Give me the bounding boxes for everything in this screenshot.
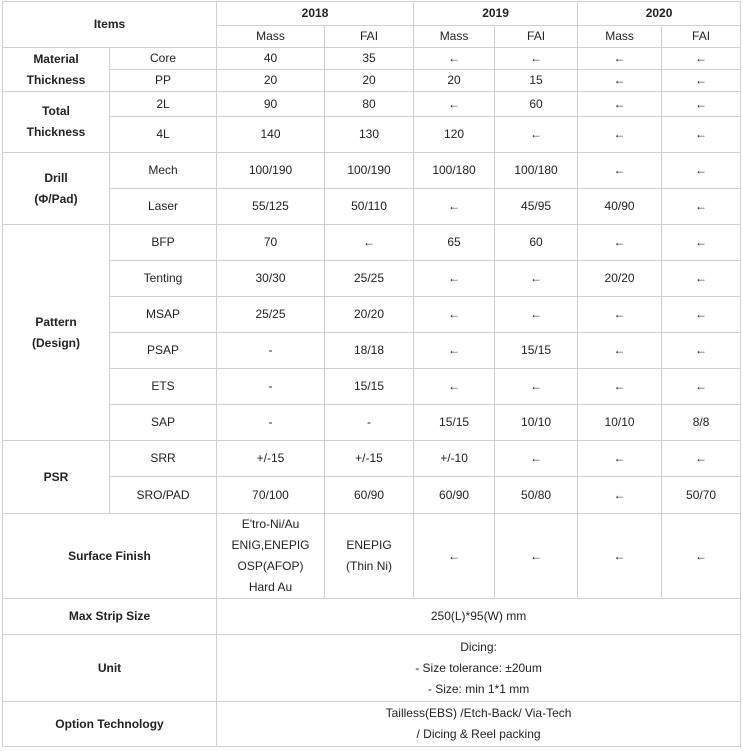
cell: 20 xyxy=(414,70,495,92)
group-option-technology: Option Technology xyxy=(3,702,217,747)
cell: 55/125 xyxy=(217,189,325,225)
cell: 100/190 xyxy=(217,153,325,189)
table-row xyxy=(3,599,741,635)
cell: ← xyxy=(578,297,662,333)
cell: 10/10 xyxy=(495,405,578,441)
cell: ← xyxy=(414,297,495,333)
cell: 100/180 xyxy=(414,153,495,189)
cell: ← xyxy=(495,514,578,599)
cell: 20 xyxy=(217,70,325,92)
option-value: Tailless(EBS) /Etch-Back/ Via-Tech / Dicing & Reel packing xyxy=(217,702,741,747)
cell: ← xyxy=(578,153,662,189)
cell: ← xyxy=(578,369,662,405)
cell: ← xyxy=(495,48,578,70)
group-surface-finish: Surface Finish xyxy=(3,514,217,599)
cell: 50/80 xyxy=(495,477,578,514)
cell: ← xyxy=(662,369,741,405)
group-unit: Unit xyxy=(3,635,217,702)
cell: 15 xyxy=(495,70,578,92)
cell: ← xyxy=(495,369,578,405)
cell: 60/90 xyxy=(325,477,414,514)
cell: ← xyxy=(414,333,495,369)
row-label: ETS xyxy=(110,369,217,405)
cell: ← xyxy=(662,333,741,369)
cell: ← xyxy=(495,261,578,297)
cell: ← xyxy=(578,441,662,477)
cell: ← xyxy=(662,117,741,153)
cell: 25/25 xyxy=(325,261,414,297)
group-pattern: Pattern (Design) xyxy=(3,225,110,441)
row-label: PP xyxy=(110,70,217,92)
cell: 100/180 xyxy=(495,153,578,189)
row-label: SRR xyxy=(110,441,217,477)
row-label: SRO/PAD xyxy=(110,477,217,514)
cell: ← xyxy=(414,514,495,599)
cell: ← xyxy=(662,441,741,477)
cell: ← xyxy=(662,189,741,225)
sub-header: Mass xyxy=(217,26,325,48)
cell: ← xyxy=(414,369,495,405)
row-label: PSAP xyxy=(110,333,217,369)
cell: 80 xyxy=(325,92,414,117)
cell: 30/30 xyxy=(217,261,325,297)
row-label: MSAP xyxy=(110,297,217,333)
cell-surface-mass-2018: E'tro-Ni/Au ENIG,ENEPIG OSP(AFOP) Hard Au xyxy=(217,514,325,599)
table-row xyxy=(3,92,741,117)
cell: 100/190 xyxy=(325,153,414,189)
cell: 120 xyxy=(414,117,495,153)
cell: 60 xyxy=(495,92,578,117)
cell: 70 xyxy=(217,225,325,261)
row-label: Laser xyxy=(110,189,217,225)
table-row xyxy=(3,405,741,441)
table-row xyxy=(3,297,741,333)
table-row xyxy=(3,189,741,225)
cell: ← xyxy=(578,70,662,92)
cell: ← xyxy=(414,261,495,297)
cell: ← xyxy=(662,261,741,297)
cell: 45/95 xyxy=(495,189,578,225)
table-row xyxy=(3,635,741,702)
cell: ← xyxy=(662,153,741,189)
cell: 140 xyxy=(217,117,325,153)
sub-header: Mass xyxy=(578,26,662,48)
cell: ← xyxy=(578,225,662,261)
table-row xyxy=(3,48,741,70)
cell: 50/70 xyxy=(662,477,741,514)
cell: 20/20 xyxy=(325,297,414,333)
cell: 15/15 xyxy=(495,333,578,369)
cell: ← xyxy=(662,297,741,333)
table-row xyxy=(3,477,741,514)
row-label: Mech xyxy=(110,153,217,189)
cell: 8/8 xyxy=(662,405,741,441)
cell: 65 xyxy=(414,225,495,261)
cell: ← xyxy=(414,189,495,225)
cell: 40/90 xyxy=(578,189,662,225)
cell: ← xyxy=(495,441,578,477)
cell: ← xyxy=(325,225,414,261)
table-row xyxy=(3,369,741,405)
cell: 90 xyxy=(217,92,325,117)
cell: ← xyxy=(578,117,662,153)
cell: +/-15 xyxy=(325,441,414,477)
cell: 25/25 xyxy=(217,297,325,333)
header-row-years xyxy=(3,2,741,26)
cell: ← xyxy=(662,514,741,599)
row-label: SAP xyxy=(110,405,217,441)
table-row xyxy=(3,441,741,477)
cell: +/-15 xyxy=(217,441,325,477)
cell: 10/10 xyxy=(578,405,662,441)
spec-table xyxy=(2,1,741,747)
group-total-thickness: Total Thickness xyxy=(3,92,110,153)
cell: ← xyxy=(578,514,662,599)
table-row xyxy=(3,261,741,297)
cell: ← xyxy=(662,225,741,261)
cell: ← xyxy=(414,48,495,70)
row-label: 4L xyxy=(110,117,217,153)
year-header: 2020 xyxy=(578,2,741,26)
cell: ← xyxy=(662,70,741,92)
cell: 60 xyxy=(495,225,578,261)
table-row xyxy=(3,70,741,92)
cell: ← xyxy=(662,48,741,70)
unit-value: Dicing: - Size tolerance: ±20um - Size: min 1*1 mm xyxy=(217,635,741,702)
cell: ← xyxy=(495,117,578,153)
year-header: 2018 xyxy=(217,2,414,26)
cell-surface-fai-2018: ENEPIG (Thin Ni) xyxy=(325,514,414,599)
cell: +/-10 xyxy=(414,441,495,477)
cell: 50/110 xyxy=(325,189,414,225)
items-header: Items xyxy=(3,2,217,48)
cell: ← xyxy=(495,297,578,333)
table-row xyxy=(3,514,741,599)
row-label: Core xyxy=(110,48,217,70)
row-label: Tenting xyxy=(110,261,217,297)
row-label: 2L xyxy=(110,92,217,117)
cell: - xyxy=(217,369,325,405)
group-drill: Drill (Φ/Pad) xyxy=(3,153,110,225)
cell: 40 xyxy=(217,48,325,70)
table-row xyxy=(3,153,741,189)
sub-header: FAI xyxy=(325,26,414,48)
cell: ← xyxy=(578,477,662,514)
cell: 20/20 xyxy=(578,261,662,297)
cell: ← xyxy=(578,333,662,369)
cell: 35 xyxy=(325,48,414,70)
cell: 15/15 xyxy=(414,405,495,441)
cell: 70/100 xyxy=(217,477,325,514)
cell: - xyxy=(217,333,325,369)
cell: ← xyxy=(578,48,662,70)
cell: ← xyxy=(662,92,741,117)
cell: 18/18 xyxy=(325,333,414,369)
cell: ← xyxy=(578,92,662,117)
max-strip-value: 250(L)*95(W) mm xyxy=(217,599,741,635)
row-label: BFP xyxy=(110,225,217,261)
cell: - xyxy=(217,405,325,441)
table-row xyxy=(3,225,741,261)
cell: 130 xyxy=(325,117,414,153)
cell: ← xyxy=(414,92,495,117)
table-row xyxy=(3,117,741,153)
cell: - xyxy=(325,405,414,441)
cell: 15/15 xyxy=(325,369,414,405)
group-max-strip: Max Strip Size xyxy=(3,599,217,635)
year-header: 2019 xyxy=(414,2,578,26)
cell: 20 xyxy=(325,70,414,92)
group-material-thickness: Material Thickness xyxy=(3,48,110,92)
group-psr: PSR xyxy=(3,441,110,514)
sub-header: FAI xyxy=(495,26,578,48)
sub-header: FAI xyxy=(662,26,741,48)
table-row xyxy=(3,333,741,369)
sub-header: Mass xyxy=(414,26,495,48)
table-row xyxy=(3,702,741,747)
cell: 60/90 xyxy=(414,477,495,514)
